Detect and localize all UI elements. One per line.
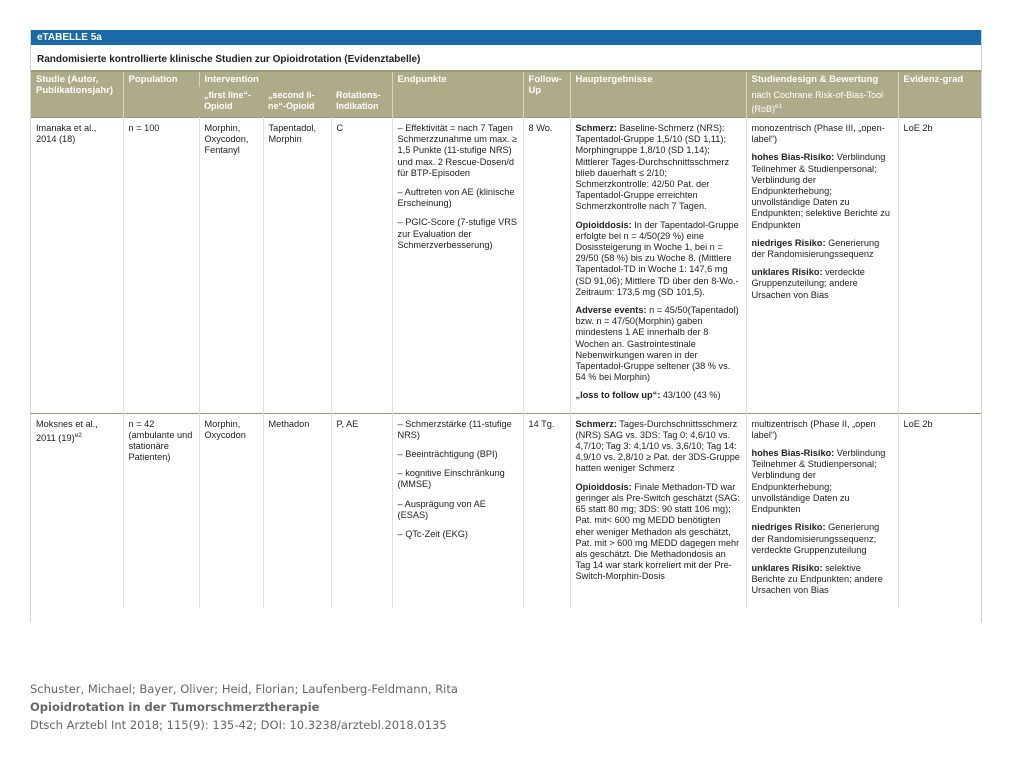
cell-second-line xyxy=(263,413,331,607)
evidence-table-document xyxy=(30,30,982,622)
followup-text: 8 Wo. xyxy=(528,123,553,133)
result-text: Baseline-Schmerz (NRS): Tapentadol-Gruppe 1,5/10 (SD 1,11); Morphingruppe 1,8/10 (SD 1,14); Mittlerer Tages-Durchschnittsschmerz blieb dauerhaft ≤ 2/10; Schmerzkontrolle: 42/50 Pat. der Tapentadol-Gruppe erreichten Schmerzkontrolle nach 7 Tagen. xyxy=(575,123,730,212)
cell-rotation xyxy=(331,413,392,607)
design-paragraph xyxy=(752,448,893,515)
header-results: Hauptergebnisse xyxy=(570,72,746,118)
result-paragraph xyxy=(576,482,741,583)
header-endpoints: Endpunkte xyxy=(392,72,523,118)
result-label: Schmerz: xyxy=(575,418,617,429)
design-label: hohes Bias-Risiko: xyxy=(751,152,835,163)
result-label: Schmerz: xyxy=(575,123,617,133)
header-followup: Follow-Up xyxy=(523,72,570,118)
header-population: Population xyxy=(123,72,199,118)
endpoint-item: – kognitive Einschränkung (MMSE) xyxy=(397,468,505,490)
result-paragraph xyxy=(576,220,741,298)
design-label: hohes Bias-Risiko: xyxy=(751,448,835,459)
result-text: n = 45/50(Tapentadol) bzw. n = 47/50(Morphin) gaben mindestens 1 AE innerhalb der 8 Wochen an. Gastrointestinale Nebenwirkungen waren in der Tapentadol-Gruppe seltener (38 % vs. 54 % bei Morphin) xyxy=(575,305,739,383)
header-design-sub xyxy=(746,87,898,118)
result-paragraph xyxy=(576,419,741,475)
followup-text: 14 Tg. xyxy=(528,418,555,429)
result-paragraph xyxy=(576,305,741,383)
header-design-sub-text: nach Cochrane Risk-of-Bias-Tool (RoB) xyxy=(751,90,884,114)
design-text: monozentrisch (Phase III, „open-label“) xyxy=(751,123,885,145)
cell-endpoints xyxy=(392,413,523,607)
table-row xyxy=(31,413,981,607)
second-line-text: Methadon xyxy=(268,418,310,429)
design-paragraph xyxy=(752,563,893,597)
citation-authors: Schuster, Michael; Bayer, Oliver; Heid, Florian; Laufenberg-Feldmann, Rita xyxy=(30,682,458,696)
endpoint-item: – Auftreten von AE (klinische Erscheinung) xyxy=(397,187,515,209)
header-rotation: Rotations-Indikation xyxy=(331,87,392,118)
evidence-text: LoE 2b xyxy=(903,123,933,133)
design-text: Verblindung Teilnehmer & Studienpersonal; Verblindung der Endpunkterhebung; unvollständige Daten zu Endpunkten xyxy=(751,448,886,515)
rotation-text: C xyxy=(336,123,344,133)
cell-first-line xyxy=(199,413,263,607)
design-paragraph xyxy=(752,267,893,301)
design-text: Generierung der Randomisierungssequenz; verdeckte Gruppenzuteilung xyxy=(751,522,880,555)
rotation-text: P, AE xyxy=(336,418,359,429)
cell-first-line xyxy=(199,118,263,414)
first-line-text: Morphin, Oxycodon xyxy=(204,418,246,440)
table-row xyxy=(31,118,981,414)
design-paragraph xyxy=(752,152,893,230)
evidence-table xyxy=(31,72,981,608)
header-design-sup: e1 xyxy=(775,103,783,110)
first-line-text: Morphin, Oxycodon, Fentanyl xyxy=(204,123,249,156)
cell-results xyxy=(570,118,746,414)
result-label: Opioiddosis: xyxy=(575,219,632,230)
design-text: Verblindung Teilnehmer & Studienpersonal; Verblindung der Endpunkterhebung; unvollständige Daten zu Endpunkten; selektive Berichte zu Endpunkten xyxy=(751,152,890,230)
endpoint-item: – Beeinträchtigung (BPI) xyxy=(397,449,498,460)
design-text: selektive Berichte zu Endpunkten; andere Ursachen von Bias xyxy=(751,562,883,596)
citation-title: Opioidrotation in der Tumorschmerztherapie xyxy=(30,700,320,714)
design-label: niedriges Risiko: xyxy=(751,237,826,248)
population-text: n = 42 (ambulante und stationäre Patienten) xyxy=(128,418,193,463)
cell-design xyxy=(746,118,898,414)
result-text: Tages-Durchschnittsschmerz (NRS) SAG vs. 3DS: Tag 0: 4,6/10 vs. 4,7/10; Tag 3: 4,1/10 vs. 3,6/10; Tag 14: 4,9/10 vs. 2,8/10 ≥ Pat. der 3DS-Gruppe hatten weniger Schmerz xyxy=(575,418,740,474)
study-text: Imanaka et al., 2014 (18) xyxy=(36,123,97,145)
cell-followup xyxy=(523,413,570,607)
cell-followup xyxy=(523,118,570,414)
cell-evidence xyxy=(898,413,981,607)
design-paragraph xyxy=(752,238,893,260)
endpoint-item: – PGIC-Score (7-stufige VRS zur Evaluation der Schmerzverbesserung) xyxy=(397,217,518,250)
cell-second-line xyxy=(263,118,331,414)
result-text: In der Tapentadol-Gruppe erfolgte bei n = 4/50(29 %) eine Dosissteigerung in Woche 1, bei n = 29/50 (58 %) bis zu Woche 8. (Mittlere Tapentadol-TD in Woche 1: 147,6 mg (SD 91,06); Mittlere TD über den 8-Wo.-Zeitraum: 173,5 mg (SD 101,5). xyxy=(575,219,739,297)
header-evidence: Evidenz-grad xyxy=(898,72,981,118)
evidence-text: LoE 2b xyxy=(903,418,933,429)
design-text: multizentrisch (Phase II, „open label“) xyxy=(751,418,876,440)
header-design: Studiendesign & Bewertung xyxy=(746,72,898,87)
second-line-text: Tapentadol, Morphin xyxy=(268,123,317,145)
header-row-top xyxy=(31,72,981,87)
result-paragraph xyxy=(576,390,741,401)
header-intervention: Intervention xyxy=(199,72,392,87)
study-sup: e2 xyxy=(74,431,82,439)
cell-evidence xyxy=(898,118,981,414)
table-title: Randomisierte kontrollierte klinische Studien zur Opioidrotation (Evidenztabelle) xyxy=(31,45,981,72)
result-label: Adverse events: xyxy=(575,305,647,316)
endpoint-item: – QTc-Zeit (EKG) xyxy=(397,529,468,540)
design-label: niedriges Risiko: xyxy=(751,522,826,533)
result-label: „loss to follow up“: xyxy=(575,390,661,401)
design-text: Generierung der Randomisierungssequenz xyxy=(751,237,880,260)
cell-population xyxy=(123,118,199,414)
design-paragraph xyxy=(752,522,893,556)
result-text: 43/100 (43 %) xyxy=(660,390,721,401)
design-paragraph xyxy=(752,123,893,145)
result-text: Finale Methadon-TD war geringer als Pre-Switch geschätzt (SAG: 65 statt 80 mg; 3DS: 90 statt 106 mg); Pat. mit< 600 mg MEDD benötigten eher weniger Methadon als geschätzt, Pat. mit > 600 mg MEDD dagegen mehr als geschätzt. Die Methadondosis an Tag 14 war stark korreliert mit der Pre-Switch-Morphin-Dosis xyxy=(575,481,740,582)
population-text: n = 100 xyxy=(128,123,160,133)
header-first-line: „first line“-Opioid xyxy=(199,87,263,118)
table-label: eTABELLE 5a xyxy=(31,30,981,45)
citation xyxy=(30,680,458,734)
result-label: Opioiddosis: xyxy=(575,481,632,492)
design-text: verdeckte Gruppenzuteilung; andere Ursachen von Bias xyxy=(751,267,865,300)
cell-endpoints xyxy=(392,118,523,414)
cell-population xyxy=(123,413,199,607)
endpoint-item: – Effektivität = nach 7 Tagen Schmerzzunahme um max. ≥ 1,5 Punkte (11-stufige NRS) und max. 2 Rescue-Dosen/d für BTP-Episoden xyxy=(397,123,517,178)
citation-journal: Dtsch Arztebl Int 2018; 115(9): 135-42; DOI: 10.3238/arztebl.2018.0135 xyxy=(30,718,447,732)
design-paragraph xyxy=(752,419,893,441)
endpoint-item: – Ausprägung von AE (ESAS) xyxy=(397,498,486,520)
cell-design xyxy=(746,413,898,607)
header-second-line: „second li-ne“-Opioid xyxy=(263,87,331,118)
cell-results xyxy=(570,413,746,607)
design-label: unklares Risiko: xyxy=(751,562,823,573)
study-text: Moksnes et al., 2011 (19) xyxy=(36,418,98,443)
design-label: unklares Risiko: xyxy=(751,267,823,278)
endpoint-item: – Schmerzstärke (11-stufige NRS) xyxy=(397,418,512,440)
cell-study xyxy=(31,413,123,607)
cell-study xyxy=(31,118,123,414)
result-paragraph xyxy=(576,123,741,213)
cell-rotation xyxy=(331,118,392,414)
header-study: Studie (Autor, Publikationsjahr) xyxy=(31,72,123,118)
